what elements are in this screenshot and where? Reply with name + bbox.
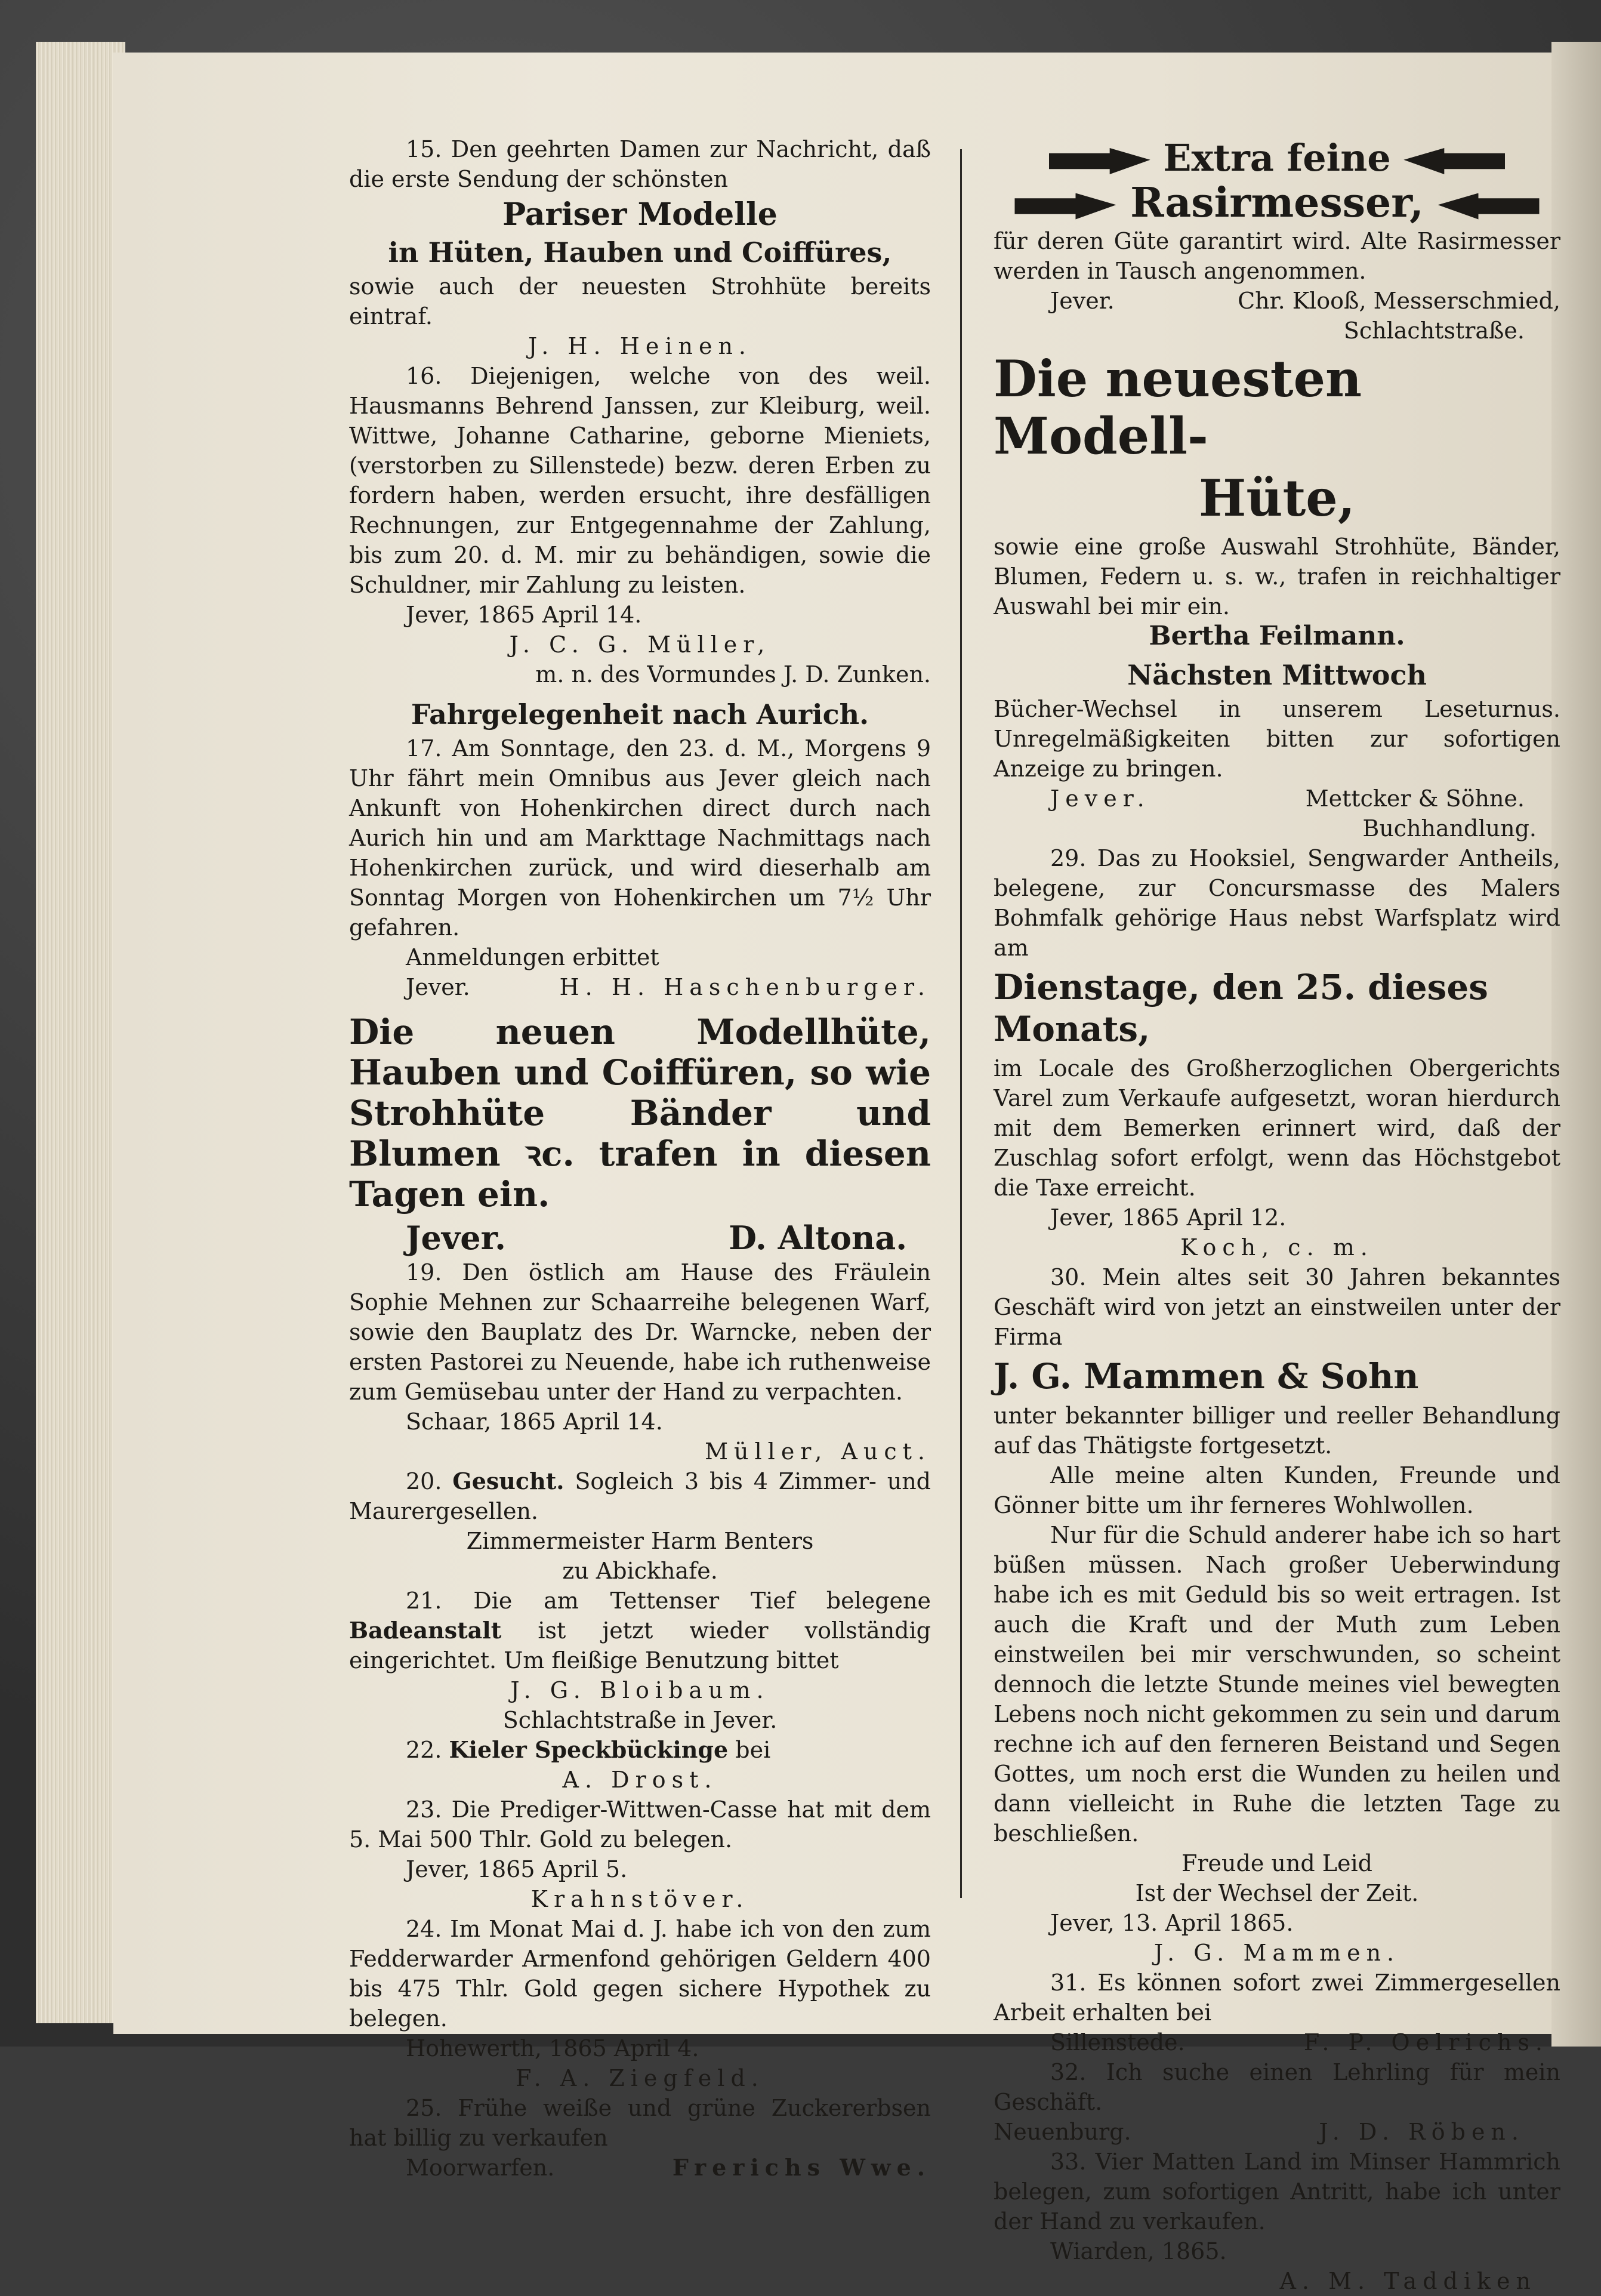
ad-21-signature-2: Schlachtstraße in Jever. [502,1707,778,1733]
ad-1-place: Jever. [1050,288,1115,314]
ad-1-heading-2: Rasirmesser, [1130,179,1424,227]
ad-21-text [349,1586,931,1675]
ad-20-keyword: Gesucht. [452,1468,564,1494]
ad-1-signature-1: Chr. Klooß, Messerschmied, [1238,288,1560,314]
ad-17-place: Jever. [406,974,470,1000]
left-column [349,134,931,2183]
ad-21-lead: 21. Die am Tettenser Tief belegene [406,1588,931,1614]
ad-33-text: 33. Vier Matten Land im Minser Hammrich belegen, zum sofortigen Antritt, habe ich unter der Hand zu verkaufen. [994,2149,1560,2235]
ad-15-text-2: sowie auch der neuesten Strohhüte bereits eintraf. [349,273,931,329]
pointing-hand-right-icon [1049,148,1150,174]
ad-32-text: 32. Ich suche einen Lehrling für mein Geschäft. [994,2059,1560,2115]
ad-3-signature-2: Buchhandlung. [1362,815,1537,842]
ad-18-heading: Die neuen Modellhüte, Hauben und Coiffüren, so wie Strohhüte Bänder und Blumen ꝛc. trafen in diesen Tagen ein. [349,1012,931,1215]
ad-15-heading: Pariser Modelle [502,196,778,233]
ad-19-date: Schaar, 1865 April 14. [406,1409,663,1435]
ad-2-text: sowie eine große Auswahl Strohhüte, Bänder, Blumen, Federn u. s. w., trafen in reichhaltiger Auswahl bei mir ein. [994,534,1560,620]
ad-21-body: ist jetzt wieder vollständig eingerichtet. Um fleißige Benutzung bittet [349,1617,931,1674]
pointing-hand-left-icon [1438,193,1540,220]
ad-3-text: Bücher-Wechsel in unserem Leseturnus. Unregelmäßigkeiten bitten zur sofortigen Anzeige zu bringen. [994,696,1560,782]
ad-1-heading-1: Extra feine [1163,136,1391,180]
ad-20-text [349,1466,931,1526]
ad-20-signature-2: zu Abickhafe. [562,1558,718,1584]
ad-18-place: Jever. [406,1219,506,1257]
ad-22-signature: A. Drost. [562,1767,718,1793]
ad-21-signature-1: J. G. Bloibaum. [510,1677,770,1703]
ad-31-text: 31. Es können sofort zwei Zimmergesellen Arbeit erhalten bei [994,1970,1560,2026]
ad-3-signature-1: Mettcker & Söhne. [1305,785,1525,812]
ad-29-text: 29. Das zu Hooksiel, Sengwarder Antheils, belegene, zur Concursmasse des Malers Bohmfalk gehörige Haus nebst Warfsplatz wird am [994,845,1560,961]
book-page-edges [36,42,125,2023]
pointing-hand-left-icon [1403,148,1505,174]
ad-22-keyword: Kieler Speckbückinge [449,1736,729,1763]
ad-30-text: 30. Mein altes seit 30 Jahren bekanntes Geschäft wird von jetzt an einstweilen unter der Firma [994,1264,1560,1350]
ad-20-number: 20. [406,1468,442,1494]
ad-24-date: Hohewerth, 1865 April 4. [406,2035,699,2061]
ad-2-signature: Bertha Feilmann. [1149,621,1405,651]
ad-16-date: Jever, 1865 April 14. [406,602,642,628]
ad-21-keyword: Badeanstalt [349,1617,502,1644]
ad-31-place: Sillenstede. [1050,2029,1185,2055]
ad-30-verse-2: Ist der Wechsel der Zeit. [1135,1880,1419,1906]
ad-33-date: Wiarden, 1865. [1050,2238,1227,2264]
ad-15-text: 15. Den geehrten Damen zur Nachricht, daß die erste Sendung der schönsten [349,136,931,192]
ad-19-text: 19. Den östlich am Hause des Fräulein Sophie Mehnen zur Schaarreihe belegenen Warf, sowie den Bauplatz des Dr. Warncke, neben der ersten Pastorei zu Neuende, habe ich ruthenweise zum Gemüsebau unter der Hand zu verpachten. [349,1259,931,1405]
ad-3-place: Jever. [1050,785,1150,812]
ad-3-heading: Nächsten Mittwoch [1127,659,1427,691]
ad-1-heading-line-1 [994,137,1560,180]
pointing-hand-right-icon [1014,193,1116,220]
ad-30-verse-1: Freude und Leid [1182,1850,1372,1876]
column-divider [960,149,962,1898]
ad-23-date: Jever, 1865 April 5. [406,1856,628,1882]
ad-25-text: 25. Frühe weiße und grüne Zuckererbsen hat billig zu verkaufen [349,2095,931,2151]
ad-15-subheading: in Hüten, Hauben und Coiffüres, [388,236,892,269]
ad-29-date: Jever, 1865 April 12. [1050,1204,1287,1231]
ad-16-signature-1: J. C. G. Müller, [509,631,771,658]
ad-20-signature-1: Zimmermeister Harm Benters [466,1528,814,1554]
ad-32-signature: J. D. Röben. [1319,2119,1525,2145]
ad-29-signature: Koch, c. m. [1180,1234,1374,1261]
ad-30-text-3: Alle meine alten Kunden, Freunde und Gönner bitte um ihr ferneres Wohlwollen. [994,1462,1560,1518]
ad-15-signature: J. H. Heinen. [528,333,752,359]
ad-17-heading: Fahrgelegenheit nach Aurich. [411,698,869,731]
ad-16-text: 16. Diejenigen, welche von des weil. Hausmanns Behrend Janssen, zur Kleiburg, weil. Wittwe, Johanne Catharine, geborne Mieniets, (verstorben zu Sillenstede) bezw. deren Erben zu fordern haben, werden ersucht, ihre desfälligen Rechnungen, zur Entgegennahme der Zahlung, bis zum 20. d. M. mir zu behändigen, sowie die Schuldner, mir Zahlung zu leisten. [349,363,931,598]
ad-22-number: 22. [406,1737,442,1763]
ad-30-text-4: Nur für die Schuld anderer habe ich so hart büßen müssen. Nach großer Ueberwindung habe ich es mit Geduld bis so weit ertragen. Ist auch die Kraft und der Muth zum Leben einstweilen bei mir verschwunden, so scheint dennoch die letzte Stunde meines viel bewegten Lebens noch nicht gekommen zu sein und darum rechne ich auf den ferneren Beistand und Segen Gottes, um noch erst die Wunden zu heilen und dann vielleicht in Ruhe die letzten Tage zu beschließen. [994,1522,1560,1847]
ad-1-heading-line-2 [994,180,1560,226]
ad-1-signature-2: Schlachtstraße. [1343,318,1525,344]
ad-22-text [349,1735,931,1765]
ad-24-signature: F. A. Ziegfeld. [516,2065,764,2091]
ad-25-place: Moorwarfen. [406,2155,555,2181]
ad-20-body: Sogleich 3 bis 4 Zimmer- und Maurergesellen. [349,1468,931,1524]
ad-19-signature: Müller, Auct. [705,1438,931,1465]
ad-23-signature: Krahnstöver. [530,1886,749,1912]
ad-2-heading-2: Hüte, [1199,469,1355,528]
ad-30-signature: J. G. Mammen. [1153,1940,1401,1966]
ad-33-signature: A. M. Taddiken [1279,2268,1537,2294]
ad-22-tail: bei [735,1737,771,1763]
ad-30-heading: J. G. Mammen & Sohn [994,1356,1419,1397]
ad-17-note: Anmeldungen erbittet [406,944,659,970]
ad-30-text-2: unter bekannter billiger und reeller Behandlung auf das Thätigste fortgesetzt. [994,1403,1560,1459]
right-column [994,134,1560,2296]
ad-29-text-2: im Locale des Großherzoglichen Obergerichts Varel zum Verkaufe aufgesetzt, woran hierdurch mit dem Bemerken erinnert wird, daß der Zuschlag sofort erfolgt, wenn das Höchstgebot die Taxe erreicht. [994,1055,1560,1201]
ad-1-text: für deren Güte garantirt wird. Alte Rasirmesser werden in Tausch angenommen. [994,228,1560,284]
ad-2-heading-1: Die neuesten Modell- [994,349,1362,466]
ad-31-signature: F. P. Oelrichs. [1303,2029,1548,2055]
ad-17-signature: H. H. Haschenburger. [559,974,931,1000]
ad-32-place: Neuenburg. [994,2119,1131,2145]
ad-16-signature-2: m. n. des Vormundes J. D. Zunken. [535,661,931,688]
ad-30-date: Jever, 13. April 1865. [1050,1910,1294,1936]
ad-17-text: 17. Am Sonntage, den 23. d. M., Morgens 9 Uhr fährt mein Omnibus aus Jever gleich nach Ankunft von Hohenkirchen direct durch nach Aurich hin und am Markttage Nachmittags nach Hohenkirchen zurück, und wird dieserhalb am Sonntag Morgen von Hohenkirchen um 7½ Uhr gefahren. [349,735,931,941]
ad-29-heading: Dienstage, den 25. dieses Monats, [994,967,1488,1049]
ad-25-signature: Frerichs Wwe. [672,2154,931,2181]
ad-18-signature: D. Altona. [729,1219,907,1257]
ad-24-text: 24. Im Monat Mai d. J. habe ich von den zum Fedderwarder Armenfond gehörigen Geldern 400 bis 475 Thlr. Gold gegen sichere Hypothek zu belegen. [349,1916,931,2032]
ad-23-text: 23. Die Prediger-Wittwen-Casse hat mit dem 5. Mai 500 Thlr. Gold zu belegen. [349,1796,931,1853]
